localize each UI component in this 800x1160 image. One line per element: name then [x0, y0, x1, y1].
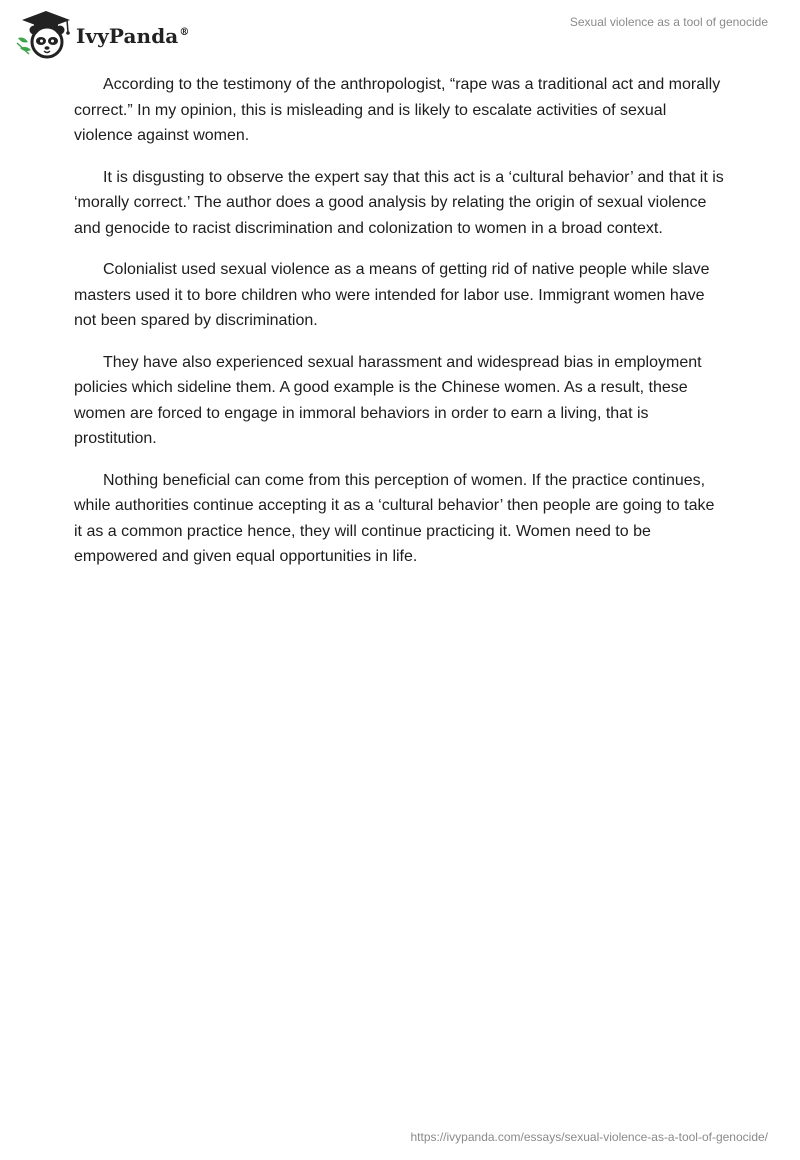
source-url-link[interactable]: https://ivypanda.com/essays/sexual-violence-as-a-tool-of-genocide/	[410, 1130, 768, 1144]
registered-mark: ®	[179, 27, 190, 39]
paragraph: They have also experienced sexual harassment and widespread bias in employment policies which sideline them. A good example is the Chinese women. As a result, these women are forced to engage in immoral behaviors in order to earn a living, that is prostitution.	[74, 353, 702, 447]
brand-name: IvyPanda	[76, 24, 179, 48]
paragraph: According to the testimony of the anthropologist, “rape was a traditional act and morally correct.” In my opinion, this is misleading and is likely to escalate activities of sexual violence against women.	[74, 76, 721, 144]
logo-text	[76, 24, 189, 48]
panda-graduate-icon	[14, 8, 74, 60]
paragraph: It is disgusting to observe the expert say that this act is a ‘cultural behavior’ and that it is ‘morally correct.’ The author does a good analysis by relating the origin of sexual violence and genocide to racist discrimination and colonization to women in a broad context.	[74, 168, 724, 237]
essay-body	[74, 72, 724, 586]
page-header	[0, 0, 800, 70]
paragraph: Nothing beneficial can come from this perception of women. If the practice continues, while authorities continue accepting it as a ‘cultural behavior’ then people are going to take it as a common practice hence, they will continue practicing it. Women need to be empowered and given equal opportunities in life.	[74, 471, 715, 565]
paragraph: Colonialist used sexual violence as a means of getting rid of native people while slave masters used it to bore children who were intended for labor use. Immigrant women have not been spared by discrimination.	[74, 261, 710, 329]
essay-title: Sexual violence as a tool of genocide	[569, 15, 768, 29]
ivypanda-logo[interactable]	[14, 8, 189, 60]
